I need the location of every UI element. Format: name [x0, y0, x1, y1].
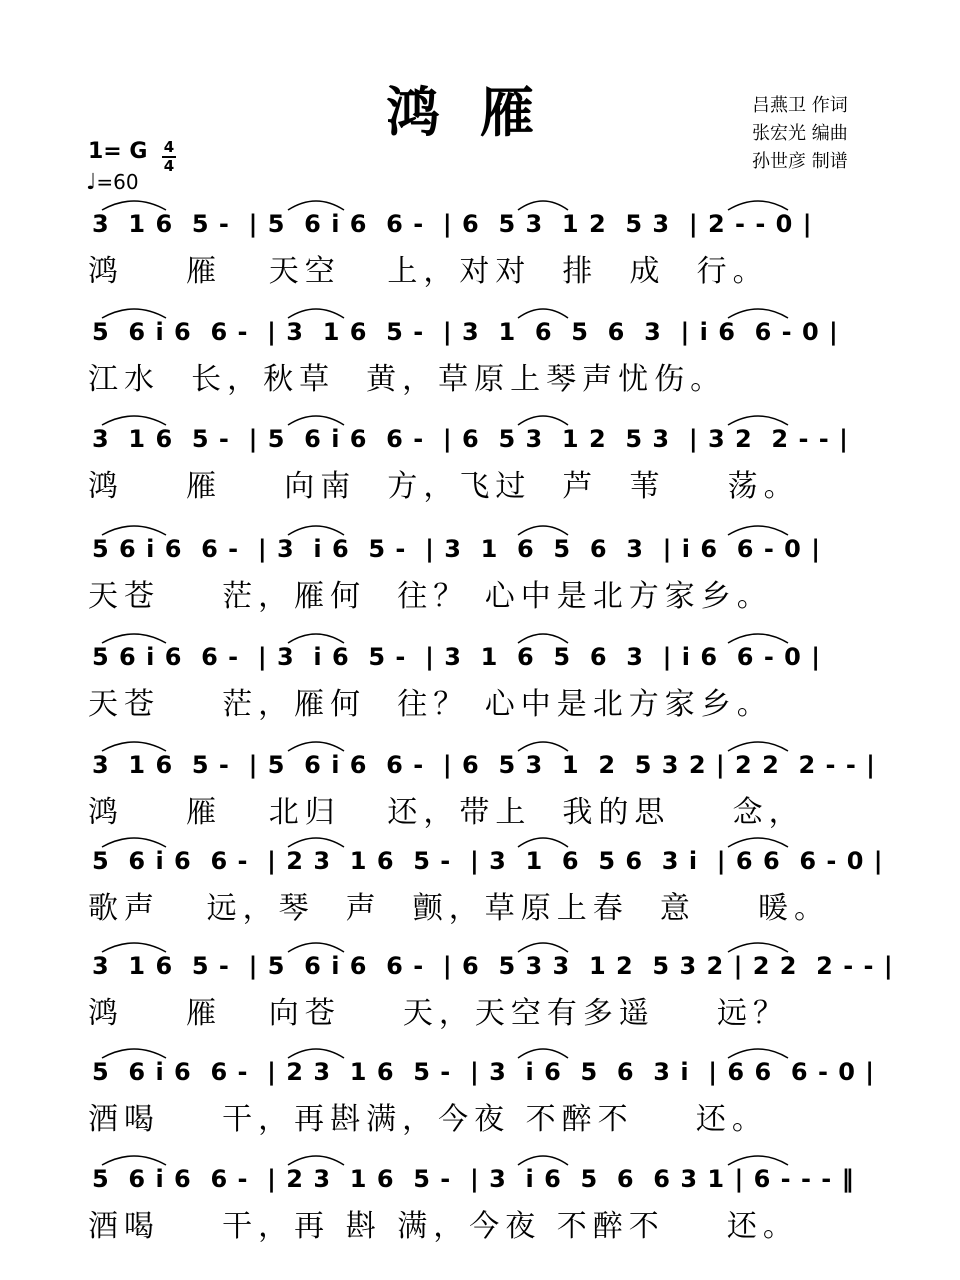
slur-arc: [518, 943, 568, 952]
slur-arc: [518, 742, 568, 751]
slur-arc: [518, 1156, 568, 1165]
slur-arc: [728, 742, 788, 751]
notation-credit: 孙世彦 制谱: [752, 151, 848, 172]
slur-arc: [288, 634, 344, 643]
system-9: [88, 1038, 878, 1137]
system-4: [88, 515, 878, 614]
slur-arc: [102, 416, 166, 425]
slur-arc: [728, 201, 788, 210]
system-3: [88, 405, 878, 504]
song-title: 鸿雁: [386, 80, 574, 144]
lyrics-line: 酒喝 干，再 斟 满，今夜 不醉不 还。: [88, 1209, 799, 1244]
notation-line: 5 6 i 6 6 - | 2 3 1 6 5 - | 3 1 6 5 6 3 i | 6 6 6 - 0 |: [92, 847, 884, 875]
slur-arc: [728, 416, 788, 425]
slur-arc: [728, 1156, 788, 1165]
notation-line: 3 1 6 5 - | 5 6 i 6 6 - | 6 5 3 1 2 5 3 | 3 2 2 - - |: [92, 425, 849, 453]
slur-arc: [102, 309, 166, 318]
slur-arc: [518, 838, 568, 847]
notation-line: 5 6 i 6 6 - | 2 3 1 6 5 - | 3 i 6 5 6 6 3 1 | 6 - - - ‖: [92, 1165, 855, 1193]
slur-arc: [102, 742, 166, 751]
slur-arc: [728, 309, 788, 318]
system-7: [88, 827, 884, 926]
system-6: [88, 731, 878, 830]
slur-arc: [288, 201, 344, 210]
slur-arc: [288, 943, 344, 952]
slur-arc: [288, 416, 344, 425]
slur-arc: [102, 838, 166, 847]
notation-line: 5 6 i 6 6 - | 2 3 1 6 5 - | 3 i 6 5 6 3 i | 6 6 6 - 0 |: [92, 1058, 876, 1086]
lyrics-line: 天苍 茫，雁何 往？ 心中是北方家乡。: [88, 579, 773, 614]
quarter-note-icon: ♩: [86, 170, 97, 195]
slur-arc: [728, 943, 788, 952]
slur-arc: [518, 309, 568, 318]
slur-arc: [102, 201, 166, 210]
slur-arc: [102, 1049, 166, 1058]
slur-arc: [288, 1156, 344, 1165]
slur-arc: [102, 634, 166, 643]
lyrics-line: 鸿 雁 向南 方，飞过 芦 苇 荡。: [88, 469, 800, 504]
lyrics-line: 鸿 雁 天空 上，对对 排 成 行。: [88, 254, 769, 289]
time-signature: [162, 140, 176, 174]
system-10: [88, 1145, 878, 1244]
key-signature: 1= G: [88, 139, 148, 164]
slur-arc: [728, 1049, 788, 1058]
notation-line: 5 6 i 6 6 - | 3 i 6 5 - | 3 1 6 5 6 3 | i 6 6 - 0 |: [92, 535, 821, 563]
arranger-credit: 张宏光 编曲: [752, 123, 848, 144]
slur-arc: [518, 634, 568, 643]
slur-arc: [288, 742, 344, 751]
slur-arc: [518, 1049, 568, 1058]
lyrics-line: 江水 长，秋草 黄，草原上琴声忧伤。: [88, 362, 727, 397]
slur-arc: [102, 943, 166, 952]
slur-arc: [728, 526, 788, 535]
time-signature-top: 4: [163, 138, 175, 156]
slur-arc: [518, 416, 568, 425]
slur-arc: [518, 201, 568, 210]
slur-arc: [102, 526, 166, 535]
slur-arc: [288, 838, 344, 847]
notation-line: 3 1 6 5 - | 5 6 i 6 6 - | 6 5 3 1 2 5 3 2 | 2 2 2 - - |: [92, 751, 876, 779]
system-8: [88, 932, 894, 1031]
tempo-value: =60: [96, 170, 139, 194]
slur-arc: [518, 526, 568, 535]
system-1: [88, 190, 878, 289]
slur-arc: [728, 634, 788, 643]
lyrics-line: 酒喝 干，再斟满，今夜 不醉不 还。: [88, 1102, 768, 1137]
notation-line: 3 1 6 5 - | 5 6 i 6 6 - | 6 5 3 1 2 5 3 | 2 - - 0 |: [92, 210, 813, 238]
notation-line: 5 6 i 6 6 - | 3 i 6 5 - | 3 1 6 5 6 3 | i 6 6 - 0 |: [92, 643, 821, 671]
lyrics-line: 鸿 雁 向苍 天，天空有多遥 远？: [88, 996, 790, 1031]
notation-line: 5 6 i 6 6 - | 3 1 6 5 - | 3 1 6 5 6 3 | i 6 6 - 0 |: [92, 318, 839, 346]
lyrics-line: 天苍 茫，雁何 往？ 心中是北方家乡。: [88, 687, 773, 722]
credits: [752, 92, 848, 176]
lyrics-line: 歌声 远，琴 声 颤，草原上春 意 暖。: [88, 891, 830, 926]
lyricist-credit: 吕燕卫 作词: [752, 95, 848, 116]
slur-arc: [288, 526, 344, 535]
lyrics-line: 鸿 雁 北归 还，带上 我的思 念，: [88, 795, 805, 830]
slur-arc: [728, 838, 788, 847]
slur-arc: [288, 309, 344, 318]
slur-arc: [288, 1049, 344, 1058]
notation-line: 3 1 6 5 - | 5 6 i 6 6 - | 6 5 3 3 1 2 5 3 2 | 2 2 2 - - |: [92, 952, 894, 980]
slur-arc: [102, 1156, 166, 1165]
time-signature-bottom: 4: [163, 157, 175, 175]
system-5: [88, 623, 878, 722]
system-2: [88, 298, 878, 397]
